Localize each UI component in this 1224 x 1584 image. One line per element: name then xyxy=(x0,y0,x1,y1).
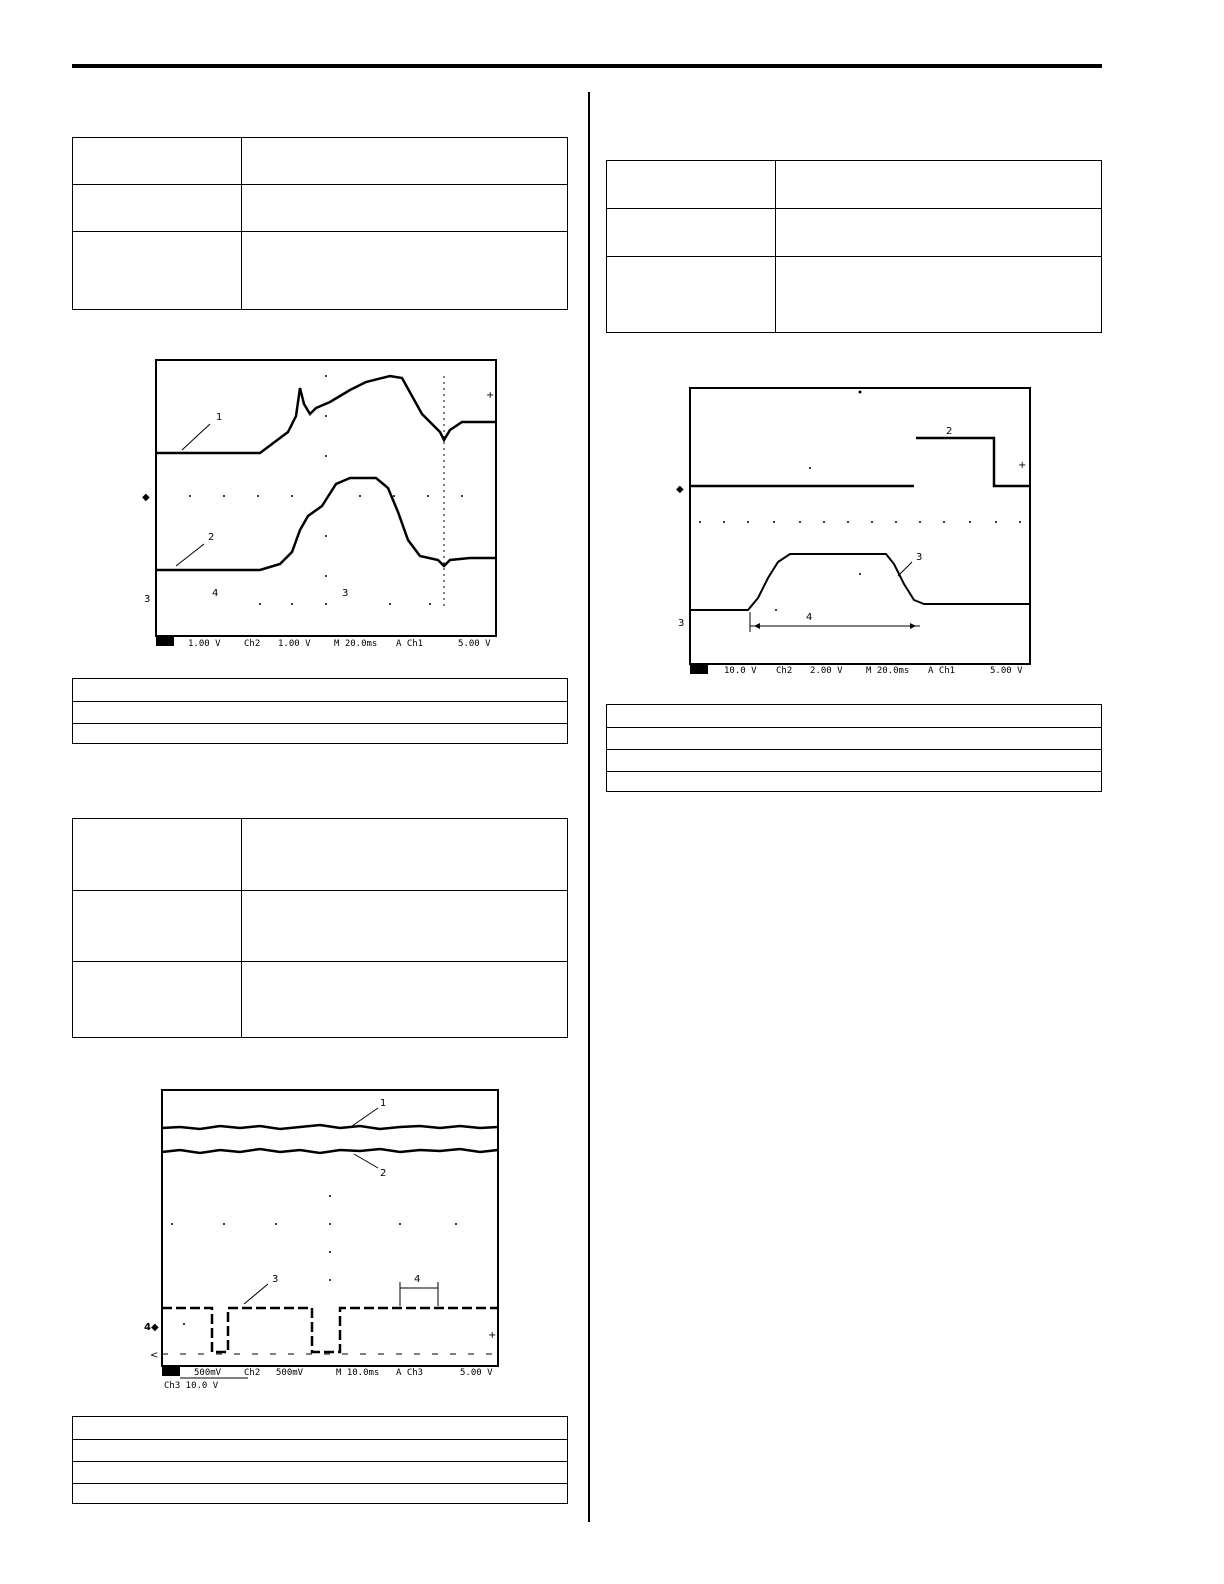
column-divider xyxy=(588,92,590,1522)
readout-ch1: 500mV xyxy=(194,1368,222,1378)
svg-text:◆: ◆ xyxy=(676,484,684,495)
readout-trigger-level: 5.00 V xyxy=(458,639,491,649)
callout-3: 3 xyxy=(272,1274,279,1285)
readout-ch3: Ch3 10.0 V xyxy=(164,1381,219,1391)
waveform-figure-2 xyxy=(140,1086,504,1392)
svg-text:<: < xyxy=(150,1350,159,1361)
readout-ch2-scale: 500mV xyxy=(276,1368,304,1378)
readout-trigger-level: 5.00 V xyxy=(460,1368,493,1378)
svg-text:◆: ◆ xyxy=(142,492,150,503)
waveform-figure-1 xyxy=(140,356,504,652)
legend-table-1 xyxy=(72,678,568,744)
legend-table-3 xyxy=(606,704,1102,792)
waveform-figure-3 xyxy=(672,384,1036,676)
callout-4: 4 xyxy=(212,588,219,599)
callout-4: 4 xyxy=(414,1274,421,1285)
readout-time: M 10.0ms xyxy=(336,1368,380,1378)
spec-table-2 xyxy=(72,818,568,1038)
callout-1: 1 xyxy=(380,1098,387,1109)
callout-2: 2 xyxy=(380,1168,387,1179)
readout-time: M 20.0ms xyxy=(334,639,378,649)
spec-table-1 xyxy=(72,137,568,310)
svg-text:3: 3 xyxy=(144,594,151,605)
callout-4: 4 xyxy=(806,612,813,623)
svg-text:+: + xyxy=(1018,460,1027,471)
svg-text:3: 3 xyxy=(678,618,685,629)
svg-text:+: + xyxy=(488,1330,497,1341)
readout-trigger: A Ch3 xyxy=(396,1368,424,1378)
readout-ch2: Ch2 xyxy=(244,639,261,649)
callout-1: 1 xyxy=(216,412,223,423)
readout-ch2: Ch2 xyxy=(244,1368,261,1378)
readout-ch1: 10.0 V xyxy=(724,666,757,676)
readout-ch2-scale: 1.00 V xyxy=(278,639,311,649)
readout-ch2: Ch2 xyxy=(776,666,793,676)
legend-table-2 xyxy=(72,1416,568,1504)
header-rule xyxy=(72,64,1102,68)
callout-3: 3 xyxy=(916,552,923,563)
readout-ch1: 1.00 V xyxy=(188,639,221,649)
svg-text:+: + xyxy=(486,390,495,401)
callout-2: 2 xyxy=(946,426,953,437)
svg-text:4◆: 4◆ xyxy=(144,1322,159,1333)
readout-trigger: A Ch1 xyxy=(928,666,956,676)
callout-3: 3 xyxy=(342,588,349,599)
readout-time: M 20.0ms xyxy=(866,666,910,676)
readout-trigger-level: 5.00 V xyxy=(990,666,1023,676)
spec-table-3 xyxy=(606,160,1102,333)
readout-ch2-scale: 2.00 V xyxy=(810,666,843,676)
callout-2: 2 xyxy=(208,532,215,543)
readout-trigger: A Ch1 xyxy=(396,639,424,649)
